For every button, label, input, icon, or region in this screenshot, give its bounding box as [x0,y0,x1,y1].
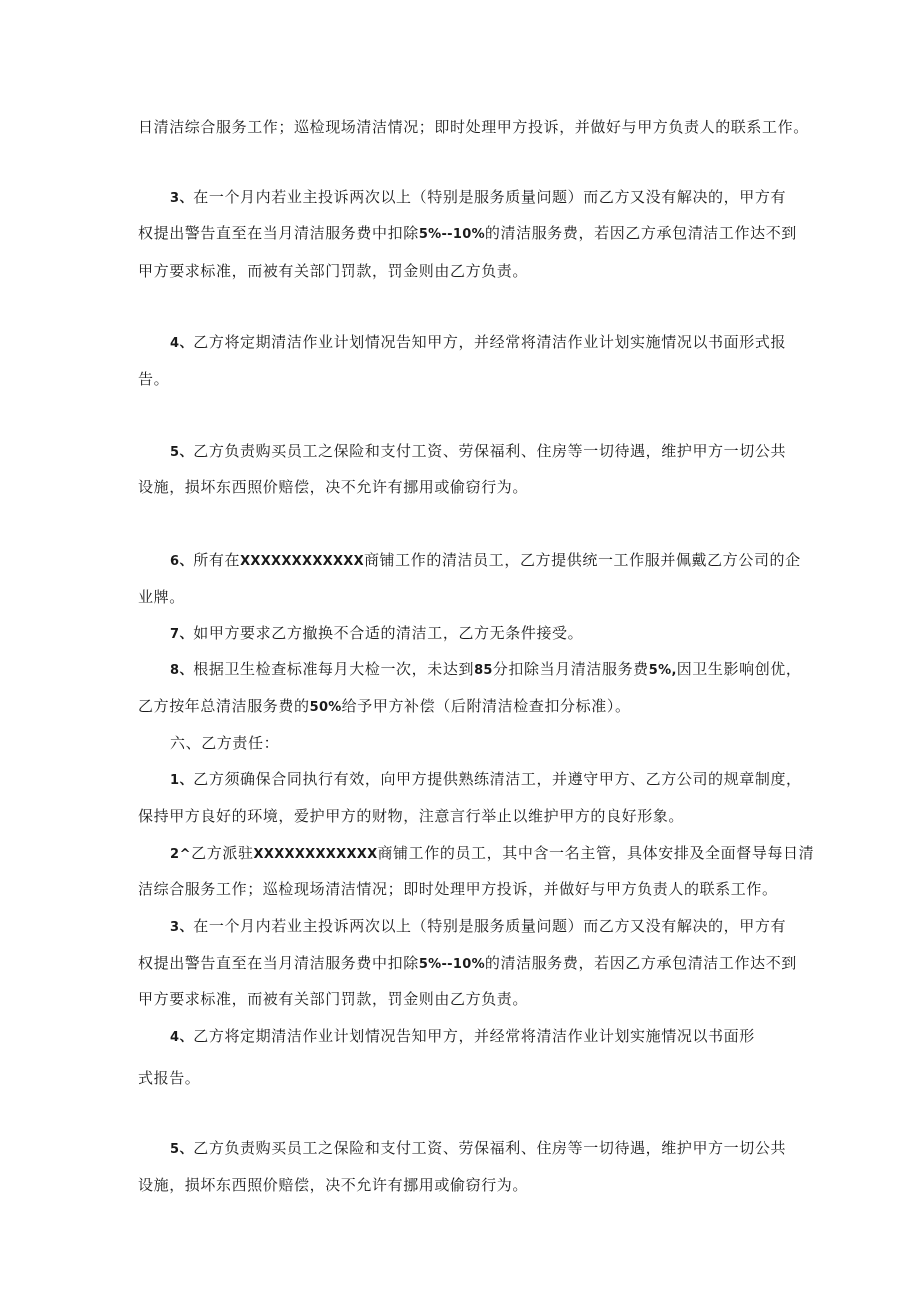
line-text: 权提出警告直至在当月清洁服务费中扣除 [138,954,419,972]
text-line [0,223,920,245]
clause-number: 3、 [170,191,194,206]
text-line [0,117,920,137]
line-text: 因卫生影响创优， [676,660,802,678]
line-text: 日清洁综合服务工作；巡检现场清洁情况；即时处理甲方投诉，并做好与甲方负责人的联系工作。 [138,118,809,136]
clause-number: 5、 [170,1142,194,1157]
line-text: 告。 [138,370,170,388]
line-text: 的清洁服务费，若因乙方承包清洁工作达不到 [484,954,797,972]
clause-6-line-1 [0,550,920,572]
heading-text: 六、乙方责任： [170,734,280,752]
text-line [0,587,920,607]
clause-5-line-1 [0,1138,920,1160]
text-line [0,879,920,899]
line-text: 保持甲方良好的环境，爱护甲方的财物，注意言行举止以维护甲方的良好形象。 [138,807,685,825]
line-text: 如甲方要求乙方撤换不合适的清洁工，乙方无条件接受。 [193,624,584,642]
clause-3-line-1 [0,187,920,209]
text-line [0,261,920,281]
clause-3-line-1 [0,916,920,938]
line-text: 乙方派驻 [191,844,254,862]
text-line [0,696,920,718]
line-text: 业牌。 [138,588,185,606]
text-line [0,477,920,497]
line-text: 式报告。 [138,1069,201,1087]
line-text: 给予甲方补偿（后附清洁检查扣分标准）。 [341,697,631,715]
clause-number: 2^ [170,847,192,862]
line-text: 乙方负责购买员工之保险和支付工资、劳保福利、住房等一切待遇，维护甲方一切公共 [193,442,787,460]
clause-number: 4、 [170,336,194,351]
text-line [0,369,920,389]
clause-number: 6、 [170,554,194,569]
text-line [0,989,920,1009]
line-text: 乙方按年总清洁服务费的 [138,697,310,715]
clause-number: 7、 [170,627,194,642]
text-line [0,806,920,826]
line-text: 甲方要求标准，而被有关部门罚款，罚金则由乙方负责。 [138,990,529,1008]
clause-number: 1、 [170,773,194,788]
line-text: 的清洁服务费，若因乙方承包清洁工作达不到 [484,224,797,242]
line-text: 乙方负责购买员工之保险和支付工资、劳保福利、住房等一切待遇，维护甲方一切公共 [193,1139,787,1157]
text-line [0,1175,920,1195]
clause-8-line-1 [0,659,920,681]
clause-4-line-1 [0,1026,920,1048]
line-text: 权提出警告直至在当月清洁服务费中扣除 [138,224,419,242]
percent-range: 5%--10% [418,957,485,972]
line-text: 洁综合服务工作；巡检现场清洁情况；即时处理甲方投诉，并做好与甲方负责人的联系工作。 [138,880,778,898]
text-line [0,953,920,975]
line-text: 设施，损坏东西照价赔偿，决不允许有挪用或偷窃行为。 [138,1176,529,1194]
score-value: 85 [474,663,493,678]
line-text: 在一个月内若业主投诉两次以上（特别是服务质量问题）而乙方又没有解决的，甲方有 [193,917,787,935]
clause-number: 3、 [170,920,194,935]
line-text: 乙方将定期清洁作业计划情况告知甲方，并经常将清洁作业计划实施情况以书面形式报 [193,333,787,351]
line-text: 根据卫生检查标准每月大检一次，未达到 [193,660,475,678]
percent-range: 5%--10% [418,227,485,242]
clause-7-line [0,623,920,645]
line-text: 乙方须确保合同执行有效，向甲方提供熟练清洁工，并遵守甲方、乙方公司的规章制度， [193,770,802,788]
line-text: 甲方要求标准，而被有关部门罚款，罚金则由乙方负责。 [138,262,529,280]
clause-number: 4、 [170,1030,194,1045]
text-line [0,1068,920,1088]
placeholder-name: XXXXXXXXXXXX [253,847,378,862]
section-heading [0,733,920,753]
line-text: 所有在 [193,551,241,569]
clause-4-line-1 [0,332,920,354]
percent-value: 5%, [648,663,677,678]
line-text: 商铺工作的员工，其中含一名主管，具体安排及全面督导每日清 [377,844,815,862]
line-text: 分扣除当月清洁服务费 [492,660,649,678]
clause-number: 5、 [170,445,194,460]
line-text: 乙方将定期清洁作业计划情况告知甲方，并经常将清洁作业计划实施情况以书面形 [193,1027,755,1045]
clause-number: 8、 [170,663,194,678]
line-text: 在一个月内若业主投诉两次以上（特别是服务质量问题）而乙方又没有解决的，甲方有 [193,188,787,206]
line-text: 设施，损坏东西照价赔偿，决不允许有挪用或偷窃行为。 [138,478,529,496]
percent-value: 50% [309,700,342,715]
placeholder-name: XXXXXXXXXXXX [240,554,364,569]
clause-1-line-1 [0,769,920,791]
clause-2-line-1 [0,843,920,865]
clause-5-line-1 [0,441,920,463]
line-text: 商铺工作的清洁员工，乙方提供统一工作服并佩戴乙方公司的企 [363,551,801,569]
